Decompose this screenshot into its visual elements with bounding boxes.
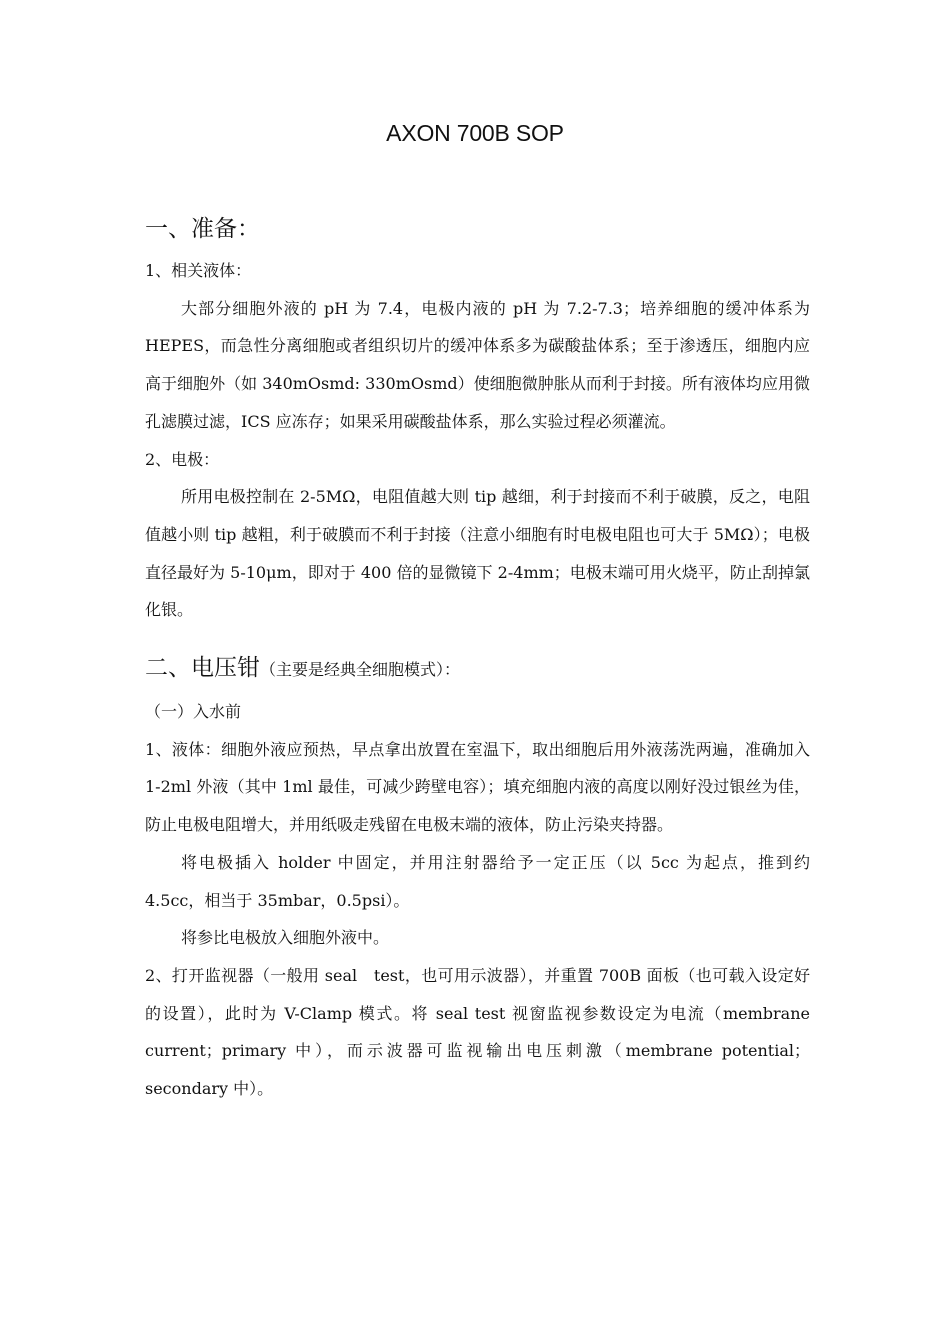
subsection-2-label: 2、电极：	[145, 449, 220, 469]
document-title: AXON 700B SOP	[386, 120, 564, 146]
item-1-paragraph: 1、液体：细胞外液应预热，早点拿出放置在室温下，取出细胞后用外液荡洗两遍，准确加入 1-2ml 外液（其中 1ml 最佳，可减少跨壁电容）；填充细胞内液的高度以刚好没过银丝为佳，防止电极电阻增大，并用纸吸走残留在电极末端的液体，防止污染夹持器。	[145, 739, 810, 835]
item-1-paragraph-2: 将电极插入 holder 中固定，并用注射器给予一定正压（以 5cc 为起点，推到约 4.5cc，相当于 35mbar，0.5psi）。	[145, 852, 810, 910]
section-2-heading	[145, 651, 810, 687]
subsection-1-label: 1、相关液体：	[145, 261, 252, 280]
section-2-heading-main: 二、电压钳	[145, 655, 260, 682]
part-1-label: （一）入水前	[145, 702, 242, 722]
section-2-heading-sub: （主要是经典全细胞模式）：	[260, 660, 461, 680]
item-2-paragraph: 2、打开监视器（一般用 seal test，也可用示波器），并重置 700B 面板（也可载入设定好的设置），此时为 V-Clamp 模式。将 seal test 视窗监视参数设定为电流（membrane current；primary 中），而示波器可监视输出电压刺激（membrane potential；secondary 中）。	[145, 965, 810, 1099]
document-body	[145, 212, 810, 1108]
subsection-1-paragraph: 大部分细胞外液的 pH 为 7.4，电极内液的 pH 为 7.2-7.3；培养细胞的缓冲体系为 HEPES，而急性分离细胞或者组织切片的缓冲体系多为碳酸盐体系；至于渗透压，细胞内应高于细胞外（如 340mOsmd: 330mOsmd）使细胞微肿胀从而利于封接。所有液体均应用微孔滤膜过滤，ICS 应冻存；如果采用碳酸盐体系，那么实验过程必须灌流。	[145, 298, 810, 431]
subsection-2-paragraph: 所用电极控制在 2-5MΩ，电阻值越大则 tip 越细，利于封接而不利于破膜，反之，电阻值越小则 tip 越粗，利于破膜而不利于封接（注意小细胞有时电极电阻也可大于 5MΩ）；电极直径最好为 5-10μm，即对于 400 倍的显微镜下 2-4mm；电极末端可用火烧平，防止刮掉氯化银。	[145, 487, 810, 620]
section-1-heading: 一、准备：	[145, 216, 260, 242]
item-1-paragraph-3: 将参比电极放入细胞外液中。	[181, 928, 390, 948]
